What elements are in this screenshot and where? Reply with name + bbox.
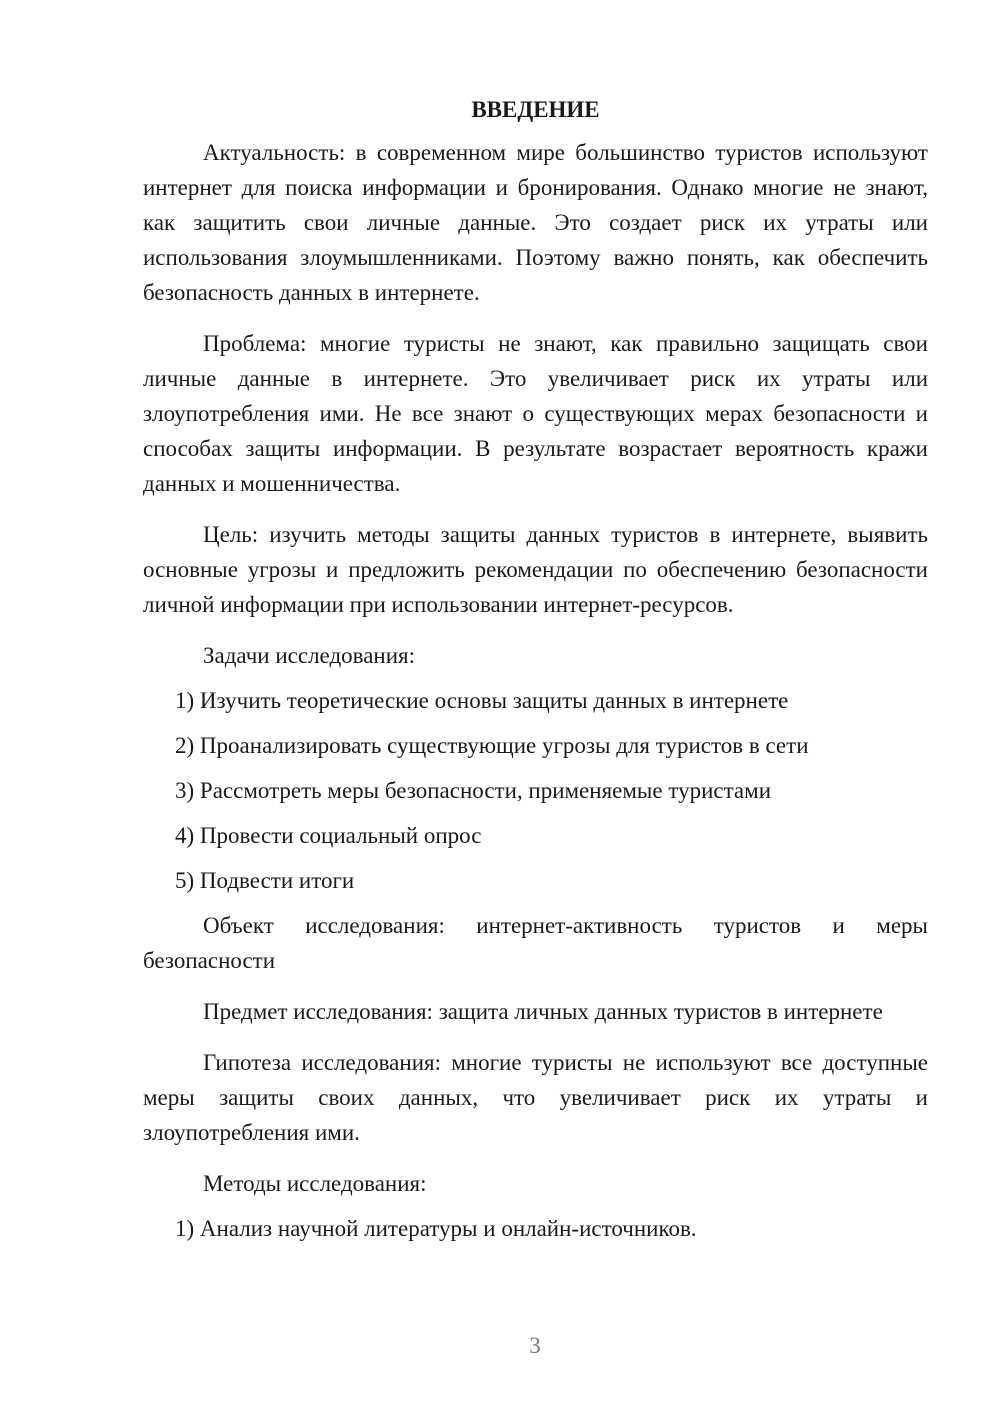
page-number: 3 (529, 1333, 541, 1358)
document-page (143, 92, 928, 1256)
list-item: 4) Провести социальный опрос (175, 823, 482, 848)
paragraph-hypothesis: Гипотеза исследования: многие туристы не используют все доступные меры защиты своих данных, что увеличивает риск их утраты и злоупотребления ими. (143, 1050, 928, 1145)
list-item: 1) Анализ научной литературы и онлайн-источников. (175, 1216, 697, 1241)
list-item: 2) Проанализировать существующие угрозы для туристов в сети (175, 733, 809, 758)
tasks-list (143, 683, 928, 898)
list-item: 1) Изучить теоретические основы защиты данных в интернете (175, 688, 789, 713)
paragraph-object: Объект исследования: интернет-активность туристов и меры безопасности (143, 913, 928, 973)
paragraph-goal: Цель: изучить методы защиты данных туристов в интернете, выявить основные угрозы и предложить рекомендации по обеспечению безопасности личной информации при использовании интернет-ресурсов. (143, 522, 928, 617)
tasks-heading: Задачи исследования: (203, 643, 416, 668)
paragraph-problem: Проблема: многие туристы не знают, как правильно защищать свои личные данные в интернете. Это увеличивает риск их утраты или злоупотребления ими. Не все знают о существующих мерах безопасности и способах защиты информации. В результате возрастает вероятность кражи данных и мошенничества. (143, 331, 928, 496)
methods-heading: Методы исследования: (203, 1171, 427, 1196)
paragraph-subject: Предмет исследования: защита личных данных туристов в интернете (203, 999, 883, 1024)
methods-list (143, 1211, 928, 1246)
list-item: 3) Рассмотреть меры безопасности, применяемые туристами (175, 778, 772, 803)
paragraph-relevance: Актуальность: в современном мире большинство туристов используют интернет для поиска информации и бронирования. Однако многие не знают, как защитить свои личные данные. Это создает риск их утраты или использования злоумышленниками. Поэтому важно понять, как обеспечить безопасность данных в интернете. (143, 140, 928, 305)
section-title: ВВЕДЕНИЕ (471, 97, 600, 122)
list-item: 5) Подвести итоги (175, 868, 355, 893)
